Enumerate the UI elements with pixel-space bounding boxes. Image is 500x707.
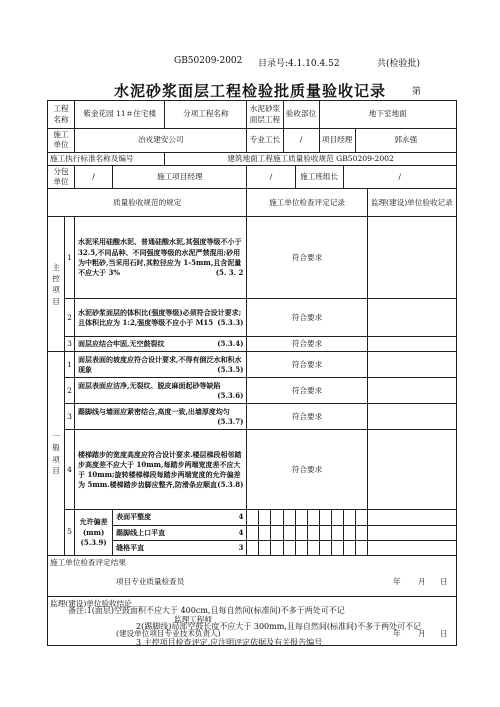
total-count: 共(检验批)	[377, 59, 421, 69]
main-item-text: 水泥采用硅酸水泥、普通硅酸水泥,其强度等级不小于 32.5,不同品种、不同强度等级的水泥严禁混用;砂用为中粗砂,当采用石时,其粒径应为 1-5mm,且含泥量不应大于 3% (5. 3. 2	[75, 217, 247, 299]
sub-project: 水泥砂浆面层工程	[247, 101, 283, 129]
page-title: 水泥砂浆面层工程检验批质量验收记录	[113, 82, 386, 100]
note-line: 3 主控项目检查评定,应注明评定依据及有关报告编号	[136, 638, 323, 647]
project-manager: 郭永强	[355, 129, 456, 153]
general-item-result: 符合要求	[247, 378, 367, 404]
project-name: 紫金花园 11＃住宅楼	[75, 101, 165, 129]
tolerance-row: 表面平整度 4	[113, 510, 247, 525]
standard-label: 施工执行标准名称及编号	[48, 152, 165, 165]
project-name-label: 工程名称	[48, 101, 75, 129]
date-day: 日	[440, 629, 448, 639]
general-item-result: 符合要求	[247, 404, 367, 430]
sub-project-label: 分项工程名称	[165, 101, 247, 129]
team-leader: /	[343, 165, 456, 189]
engineer-note: (建设单位项目专业技术负责人)	[116, 629, 221, 639]
main-item-supervisor	[367, 299, 456, 337]
general-item-no: 1	[65, 352, 75, 378]
main-section-label: 主控项目	[48, 217, 65, 352]
main-item-result: 符合要求	[247, 217, 367, 299]
contractor-result-block	[48, 555, 457, 596]
standard-value: 建筑地面工程施工质量验收规范 GB50209-2002	[165, 152, 457, 165]
general-item-supervisor	[367, 352, 456, 378]
foreman-label: 专业工长	[247, 129, 283, 153]
note-line: 2(踢脚线)局部空鼓长度不应大于 300mm,且每自然间(标准间)不多于两处可不记	[136, 622, 422, 631]
general-item-text: 面层表面应洁净,无裂纹、脱皮麻面起砂等缺陷 (5.3.6)	[75, 378, 247, 404]
quality-inspector-label: 项目专业质量检查员	[116, 577, 185, 587]
tolerance-row: 踢脚线上口平直 4	[113, 525, 247, 540]
team-leader-label: 施工班组长	[295, 165, 343, 189]
main-item-no: 2	[65, 299, 75, 337]
main-item-supervisor	[367, 337, 456, 352]
notes	[68, 603, 421, 651]
general-item-no: 4	[65, 430, 75, 510]
main-item-no: 1	[65, 217, 75, 299]
general-item-result: 符合要求	[247, 352, 367, 378]
catalog-number: 目录号:4.1.10.4.52	[258, 59, 340, 69]
main-item-text: 面层应结合牢固,无空鼓裂纹 (5.3.4)	[75, 337, 247, 352]
tolerance-item-no: 5	[65, 510, 75, 555]
general-item-result: 符合要求	[247, 430, 367, 510]
contractor-check-header: 施工单位检查评定记录	[247, 189, 367, 217]
date-year: 年	[393, 629, 401, 639]
pm-label: 项目经理	[319, 129, 355, 153]
general-item-supervisor	[367, 430, 456, 510]
general-item-no: 3	[65, 404, 75, 430]
general-item-no: 2	[65, 378, 75, 404]
tolerance-row: 缝格平直 3	[113, 540, 247, 555]
date-year: 年	[393, 577, 401, 587]
acceptance-table	[47, 100, 457, 646]
acceptance-part: 地下室地面	[319, 101, 456, 129]
supervising-engineer-label: 监理工程师	[174, 615, 212, 625]
acceptance-part-label: 验收部位	[283, 101, 319, 129]
main-item-no: 3	[65, 337, 75, 352]
sub-contractor: /	[75, 165, 113, 189]
note-line: 备注:1(面层)空鼓面积不应大于 400cm,且每自然间(标准间)不多于两处可不记	[68, 606, 345, 615]
date-day: 日	[440, 577, 448, 587]
general-item-text: 楼梯踏步的宽度高度应符合设计要求.楼层梯段相邻踏步高度差不应大于 10mm,每踏步两端宽度差不应大于 10mm;旋转楼梯梯段每踏步两端宽度的允许偏差为 5mm.楼梯踏步齿脚应整齐,防滑条应顺直 (5.3.8)	[75, 430, 247, 510]
sub-contractor-label: 分包单位	[48, 165, 75, 189]
spec-column-header: 质量验收规范的规定	[48, 189, 247, 217]
sub-pm: /	[247, 165, 295, 189]
sub-pm-label: 施工项目经理	[113, 165, 247, 189]
date-month: 月	[418, 577, 426, 587]
contractor-label: 施工单位	[48, 129, 75, 153]
main-item-text: 水泥砂浆面层的体积比(强度等级)必须符合设计要求;且体积比应为 1:2,强度等级不应小于 M15 (5.3.3)	[75, 299, 247, 337]
foreman: /	[283, 129, 319, 153]
tolerance-label: 允许偏差 (mm) (5.3.9)	[75, 510, 113, 555]
general-section-label: 一般项目	[48, 352, 65, 555]
main-item-result: 符合要求	[247, 337, 367, 352]
supervisor-column-header: 监理(建设)单位验收记录	[367, 189, 456, 217]
contractor: 冶戎建安公司	[75, 129, 247, 153]
supervisor-result-label: 监理(建设)单位验收结论	[50, 598, 132, 608]
date-month: 月	[418, 629, 426, 639]
general-item-supervisor	[367, 378, 456, 404]
main-item-supervisor	[367, 217, 456, 299]
page-number-prefix: 第	[412, 87, 422, 97]
general-item-text: 面层表面的坡度应符合设计要求,不得有倒泛水和积水现象 (5.3.5)	[75, 352, 247, 378]
general-item-supervisor	[367, 404, 456, 430]
main-item-result: 符合要求	[247, 299, 367, 337]
standard-code: GB50209-2002	[174, 56, 243, 66]
contractor-result-label: 施工单位检查评定结果	[50, 557, 126, 567]
general-item-text: 踢脚线与墙面应紧密结合,高度一致,出墙厚度均匀 (5.3.7)	[75, 404, 247, 430]
